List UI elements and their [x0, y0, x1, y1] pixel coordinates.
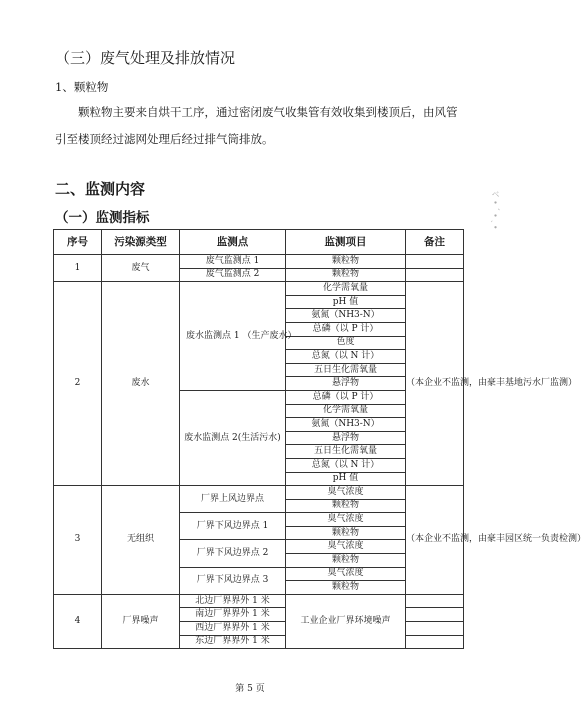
- header-no: 序号: [54, 230, 102, 255]
- section-2-heading: 二、监测内容: [55, 180, 146, 198]
- row1-type: 废气: [102, 255, 180, 282]
- table-row: [54, 282, 464, 296]
- row2-item: 五日生化需氧量: [286, 445, 406, 459]
- particulate-subheading: 1、颗粒物: [55, 80, 109, 94]
- table-header-row: [54, 230, 464, 255]
- row2-point-2: 废水监测点 2(生活污水): [180, 390, 286, 485]
- row4-point: 东边厂界界外 1 米: [180, 635, 286, 649]
- row3-item: 颗粒物: [286, 526, 406, 540]
- row4-remark: [406, 608, 464, 622]
- row4-no: 4: [54, 594, 102, 648]
- row1-item: 颗粒物: [286, 268, 406, 282]
- row2-no: 2: [54, 282, 102, 486]
- row1-remark: [406, 268, 464, 282]
- monitoring-indicators-heading: （一）监测指标: [55, 210, 150, 226]
- table-row: [54, 255, 464, 269]
- row3-point: 厂界下风边界点 2: [180, 540, 286, 567]
- row2-item: 总磷（以 P 计）: [286, 322, 406, 336]
- row4-remark: [406, 594, 464, 608]
- row2-item: 悬浮物: [286, 377, 406, 391]
- section-3-heading: （三）废气处理及排放情况: [55, 49, 236, 67]
- particulate-paragraph: 颗粒物主要来自烘干工序，通过密闭废气收集管有效收集到楼顶后，由风管引至楼顶经过滤网处理后经过排气筒排放。: [55, 105, 458, 146]
- row3-point: 厂界上风边界点: [180, 486, 286, 513]
- row4-item: 工业企业厂界环境噪声: [286, 594, 406, 648]
- row1-no: 1: [54, 255, 102, 282]
- row2-item: 化学需氧量: [286, 282, 406, 296]
- row2-item: 总氮（以 N 计）: [286, 458, 406, 472]
- scan-artifact-marks: ベ ∙ ˊ ∙ ˎ ∙: [491, 190, 500, 230]
- row3-type: 无组织: [102, 486, 180, 595]
- table-row: [54, 594, 464, 608]
- row4-point: 北边厂界界外 1 米: [180, 594, 286, 608]
- row2-item: 总磷（以 P 计）: [286, 390, 406, 404]
- row2-remark: （本企业不监测，由豪丰基地污水厂监测）: [406, 282, 464, 486]
- row4-remark: [406, 622, 464, 636]
- row3-item: 颗粒物: [286, 554, 406, 568]
- row2-item: 总氮（以 N 计）: [286, 350, 406, 364]
- row3-item: 颗粒物: [286, 581, 406, 595]
- row3-item: 臭气浓度: [286, 540, 406, 554]
- row4-point: 南边厂界界外 1 米: [180, 608, 286, 622]
- header-item: 监测项目: [286, 230, 406, 255]
- row2-item: 氨氮（NH3-N）: [286, 309, 406, 323]
- row3-item: 臭气浓度: [286, 567, 406, 581]
- row2-item: 悬浮物: [286, 431, 406, 445]
- row1-remark: [406, 255, 464, 269]
- row3-point: 厂界下风边界点 3: [180, 567, 286, 594]
- row1-point: 废气监测点 1: [180, 255, 286, 269]
- table-row: [54, 486, 464, 500]
- row3-remark: （本企业不监测，由豪丰园区统一负责检测）: [406, 486, 464, 595]
- header-remark: 备注: [406, 230, 464, 255]
- row2-item: 化学需氧量: [286, 404, 406, 418]
- row2-item: 五日生化需氧量: [286, 363, 406, 377]
- row2-point-1: 废水监测点 1 （生产废水）: [180, 282, 286, 391]
- row4-point: 西边厂界界外 1 米: [180, 622, 286, 636]
- row2-item: 色度: [286, 336, 406, 350]
- row1-point: 废气监测点 2: [180, 268, 286, 282]
- row2-item: pH 值: [286, 295, 406, 309]
- row2-item: pH 值: [286, 472, 406, 486]
- row3-item: 臭气浓度: [286, 486, 406, 500]
- header-point: 监测点: [180, 230, 286, 255]
- row4-type: 厂界噪声: [102, 594, 180, 648]
- row3-no: 3: [54, 486, 102, 595]
- row1-item: 颗粒物: [286, 255, 406, 269]
- header-type: 污染源类型: [102, 230, 180, 255]
- row2-type: 废水: [102, 282, 180, 486]
- row3-item: 臭气浓度: [286, 513, 406, 527]
- row4-remark: [406, 635, 464, 649]
- row3-point: 厂界下风边界点 1: [180, 513, 286, 540]
- monitoring-table: [53, 229, 586, 649]
- page-number: 第 5 页: [235, 684, 265, 694]
- row2-item: 氨氮（NH3-N）: [286, 418, 406, 432]
- row3-item: 颗粒物: [286, 499, 406, 513]
